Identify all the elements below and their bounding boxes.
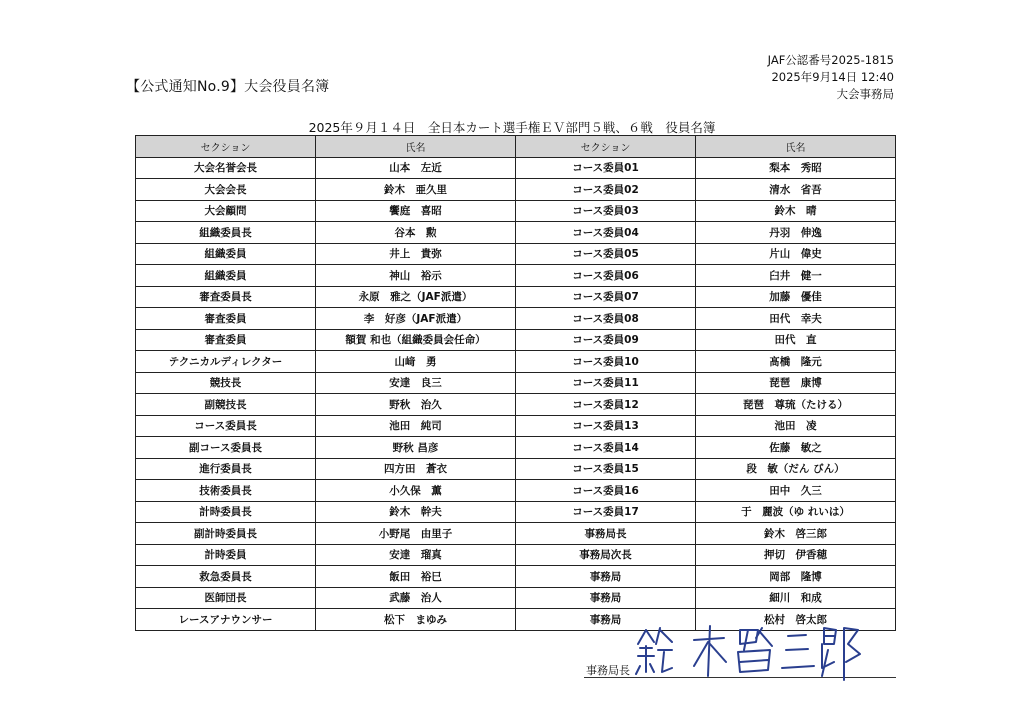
cell-name-left: 鈴木 亜久里 [316, 179, 516, 201]
cell-name-right: 琵琶 康博 [696, 372, 896, 394]
cell-name-left: 神山 裕示 [316, 265, 516, 287]
cell-section-left: 大会会長 [136, 179, 316, 201]
table-header-row [136, 136, 896, 158]
cell-name-right: 段 敏（だん びん） [696, 458, 896, 480]
cell-name-right: 岡部 隆博 [696, 566, 896, 588]
table-row [136, 222, 896, 244]
cell-section-left: 組織委員長 [136, 222, 316, 244]
cell-name-left: 山本 左近 [316, 157, 516, 179]
cell-name-right: 田中 久三 [696, 480, 896, 502]
cell-name-left: 小久保 薫 [316, 480, 516, 502]
cell-name-left: 四方田 蒼衣 [316, 458, 516, 480]
cell-name-left: 安達 良三 [316, 372, 516, 394]
cell-section-left: 競技長 [136, 372, 316, 394]
cell-section-left: 進行委員長 [136, 458, 316, 480]
table-row [136, 587, 896, 609]
cell-name-left: 山﨑 勇 [316, 351, 516, 373]
cell-name-left: 饗庭 喜昭 [316, 200, 516, 222]
column-header-name-right: 氏名 [696, 136, 896, 158]
cell-section-right: コース委員05 [516, 243, 696, 265]
cell-name-left: 池田 純司 [316, 415, 516, 437]
cell-name-left: 小野尾 由里子 [316, 523, 516, 545]
cell-section-right: コース委員11 [516, 372, 696, 394]
cell-section-right: コース委員04 [516, 222, 696, 244]
cell-name-left: 永原 雅之（JAF派遣） [316, 286, 516, 308]
cell-section-right: 事務局 [516, 566, 696, 588]
cell-section-right: コース委員12 [516, 394, 696, 416]
cell-section-right: コース委員09 [516, 329, 696, 351]
cell-name-right: 于 麗波（ゆ れいは） [696, 501, 896, 523]
cell-section-right: コース委員03 [516, 200, 696, 222]
cell-section-left: レースアナウンサー [136, 609, 316, 631]
cell-section-left: 審査委員 [136, 329, 316, 351]
cell-name-right: 臼井 健一 [696, 265, 896, 287]
table-body [136, 157, 896, 630]
table-row [136, 329, 896, 351]
handwritten-signature [632, 622, 862, 684]
approval-number: JAF公認番号2025-1815 [767, 53, 894, 67]
cell-section-left: 医師団長 [136, 587, 316, 609]
cell-name-left: 谷本 勲 [316, 222, 516, 244]
cell-section-left: テクニカルディレクター [136, 351, 316, 373]
cell-section-left: 副競技長 [136, 394, 316, 416]
cell-section-right: コース委員15 [516, 458, 696, 480]
cell-name-right: 松村 啓太郎 [696, 609, 896, 631]
cell-name-left: 野秋 治久 [316, 394, 516, 416]
cell-section-right: 事務局 [516, 609, 696, 631]
column-header-section-left: セクション [136, 136, 316, 158]
cell-section-right: コース委員02 [516, 179, 696, 201]
cell-section-right: コース委員16 [516, 480, 696, 502]
cell-section-left: 副コース委員長 [136, 437, 316, 459]
cell-name-right: 髙橋 隆元 [696, 351, 896, 373]
issuer: 大会事務局 [836, 87, 894, 101]
cell-section-right: コース委員10 [516, 351, 696, 373]
table-row [136, 437, 896, 459]
cell-section-left: 技術委員長 [136, 480, 316, 502]
cell-name-right: 清水 省吾 [696, 179, 896, 201]
cell-name-right: 丹羽 伸逸 [696, 222, 896, 244]
signature-label: 事務局長 [586, 664, 630, 677]
cell-section-right: コース委員06 [516, 265, 696, 287]
cell-section-left: 組織委員 [136, 243, 316, 265]
cell-name-left: 鈴木 幹夫 [316, 501, 516, 523]
table-row [136, 480, 896, 502]
cell-name-right: 田代 直 [696, 329, 896, 351]
document-title: 2025年９月１４日 全日本カート選手権ＥＶ部門５戦、６戦 役員名簿 [308, 120, 716, 135]
cell-name-right: 細川 和成 [696, 587, 896, 609]
table-row [136, 415, 896, 437]
table-row [136, 308, 896, 330]
cell-section-right: 事務局 [516, 587, 696, 609]
cell-section-right: コース委員07 [516, 286, 696, 308]
cell-section-right: コース委員13 [516, 415, 696, 437]
cell-name-right: 鈴木 啓三郎 [696, 523, 896, 545]
issued-datetime: 2025年9月14日 12:40 [771, 70, 894, 84]
table-row [136, 372, 896, 394]
cell-name-right: 押切 伊香穂 [696, 544, 896, 566]
cell-section-right: コース委員14 [516, 437, 696, 459]
cell-name-left: 安達 瑠真 [316, 544, 516, 566]
table-row [136, 566, 896, 588]
cell-section-left: 大会顧問 [136, 200, 316, 222]
cell-name-left: 額賀 和也（組織委員会任命） [316, 329, 516, 351]
notice-title: 【公式通知No.9】大会役員名簿 [126, 79, 330, 95]
table-row [136, 351, 896, 373]
cell-section-left: 計時委員長 [136, 501, 316, 523]
cell-name-right: 梨本 秀昭 [696, 157, 896, 179]
table-row [136, 523, 896, 545]
cell-section-left: 副計時委員長 [136, 523, 316, 545]
table-row [136, 458, 896, 480]
table-row [136, 544, 896, 566]
table-row [136, 243, 896, 265]
table-row [136, 200, 896, 222]
cell-name-left: 李 好彦（JAF派遣） [316, 308, 516, 330]
cell-section-right: コース委員17 [516, 501, 696, 523]
table-row [136, 179, 896, 201]
table-row [136, 286, 896, 308]
cell-section-right: 事務局次長 [516, 544, 696, 566]
table-row [136, 394, 896, 416]
cell-name-left: 飯田 裕巳 [316, 566, 516, 588]
cell-name-right: 佐藤 敏之 [696, 437, 896, 459]
column-header-section-right: セクション [516, 136, 696, 158]
table-row [136, 157, 896, 179]
table-row [136, 265, 896, 287]
cell-name-left: 武藤 治人 [316, 587, 516, 609]
officials-table [135, 135, 896, 631]
cell-section-left: コース委員長 [136, 415, 316, 437]
cell-section-left: 審査委員 [136, 308, 316, 330]
cell-name-left: 井上 貴弥 [316, 243, 516, 265]
cell-name-left: 松下 まゆみ [316, 609, 516, 631]
cell-name-right: 片山 偉史 [696, 243, 896, 265]
cell-section-left: 組織委員 [136, 265, 316, 287]
cell-section-right: コース委員08 [516, 308, 696, 330]
table-row [136, 501, 896, 523]
cell-section-right: 事務局長 [516, 523, 696, 545]
column-header-name-left: 氏名 [316, 136, 516, 158]
cell-name-right: 池田 凌 [696, 415, 896, 437]
cell-name-left: 野秋 昌彦 [316, 437, 516, 459]
cell-name-right: 鈴木 晴 [696, 200, 896, 222]
cell-section-left: 審査委員長 [136, 286, 316, 308]
cell-name-right: 田代 幸夫 [696, 308, 896, 330]
cell-section-left: 計時委員 [136, 544, 316, 566]
cell-name-right: 琵琶 尊琉（たける） [696, 394, 896, 416]
cell-section-left: 救急委員長 [136, 566, 316, 588]
cell-section-right: コース委員01 [516, 157, 696, 179]
cell-section-left: 大会名誉会長 [136, 157, 316, 179]
cell-name-right: 加藤 優佳 [696, 286, 896, 308]
header-meta [768, 52, 894, 103]
